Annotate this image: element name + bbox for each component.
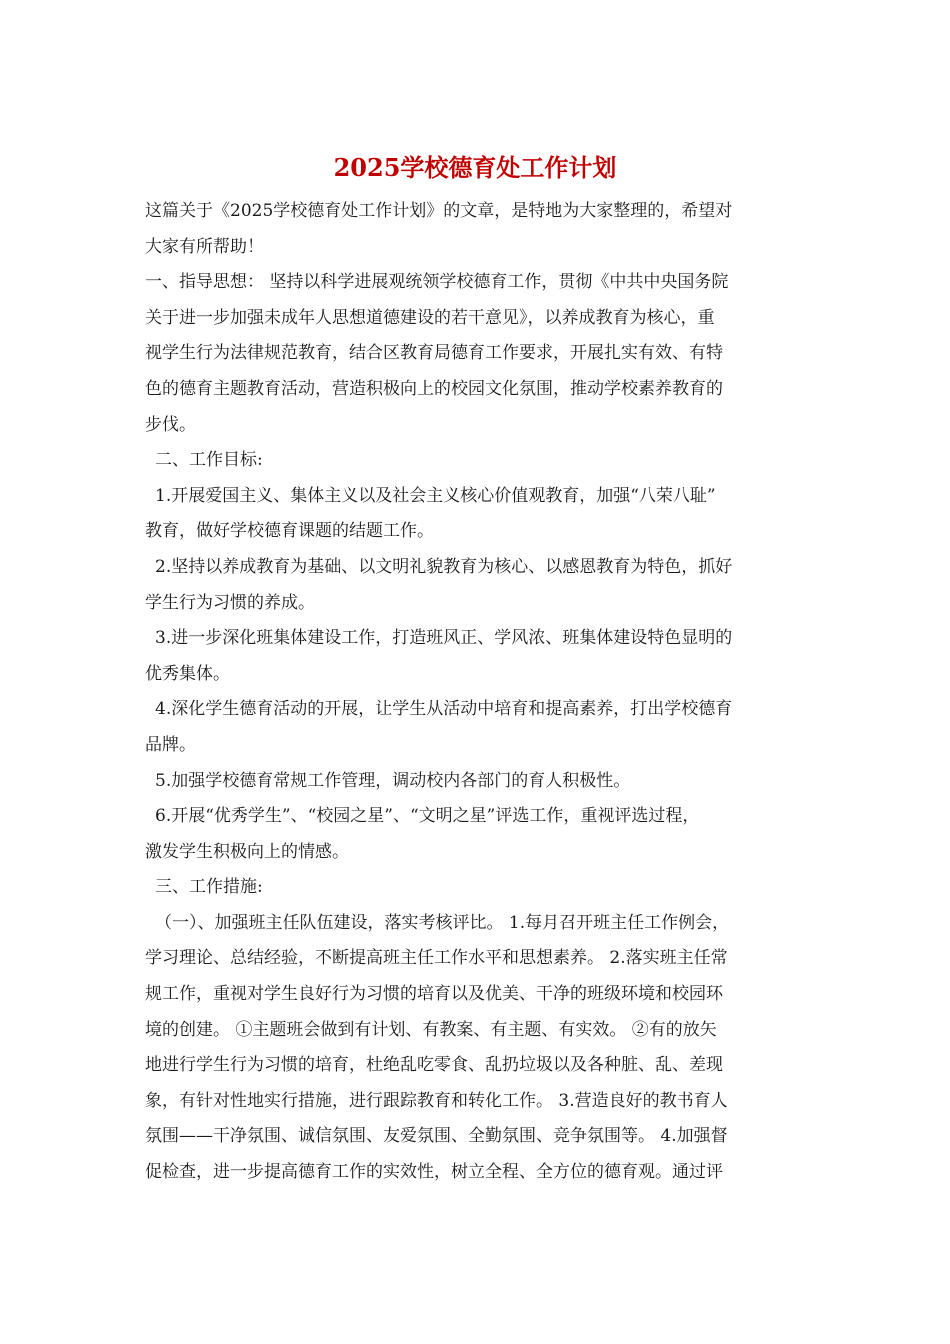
text-line: 二、工作目标: — [155, 450, 263, 471]
document-title: 2025学校德育处工作计划 — [333, 153, 617, 182]
text-line: 2.坚持以养成教育为基础、以文明礼貌教育为核心、以感恩教育为特色，抓好 — [155, 556, 733, 577]
text-line: 教育，做好学校德育课题的结题工作。 — [145, 521, 434, 542]
text-line: 大家有所帮助！ — [145, 236, 264, 257]
text-line: 规工作，重视对学生良好行为习惯的培育以及优美、干净的班级环境和校园环 — [145, 984, 723, 1005]
text-line: 这篇关于《2025学校德育处工作计划》的文章，是特地为大家整理的，希望对 — [145, 201, 733, 221]
text-line: 促检查，进一步提高德育工作的实效性，树立全程、全方位的德育观。通过评 — [145, 1162, 723, 1183]
text-line: 关于进一步加强未成年人思想道德建设的若干意见》，以养成教育为核心，重 — [145, 307, 715, 328]
text-line: 4.深化学生德育活动的开展，让学生从活动中培育和提高素养，打出学校德育 — [155, 699, 733, 720]
text-line: 6.开展“优秀学生”、“校园之星”、“文明之星”评选工作，重视评选过程， — [155, 806, 700, 827]
text-line: 色的德育主题教育活动，营造积极向上的校园文化氛围，推动学校素养教育的 — [145, 378, 723, 399]
text-line: 品牌。 — [145, 734, 196, 755]
text-line: 5.加强学校德育常规工作管理，调动校内各部门的育人积极性。 — [155, 770, 631, 791]
text-line: （一）、加强班主任队伍建设，落实考核评比。 1.每月召开班主任工作例会， — [155, 912, 730, 933]
text-line: 3.进一步深化班集体建设工作，打造班风正、学风浓、班集体建设特色显明的 — [155, 628, 733, 649]
text-line: 三、工作措施: — [155, 877, 263, 898]
text-line: 1.开展爱国主义、集体主义以及社会主义核心价值观教育，加强“八荣八耻” — [155, 485, 716, 506]
text-line: 激发学生积极向上的情感。 — [145, 841, 349, 862]
text-line: 学生行为习惯的养成。 — [145, 592, 315, 613]
text-line: 优秀集体。 — [145, 663, 230, 684]
text-line: 学习理论、总结经验，不断提高班主任工作水平和思想素养。 2.落实班主任常 — [145, 948, 728, 969]
text-line: 步伐。 — [145, 414, 196, 435]
document-body — [145, 194, 813, 1191]
text-line: 一、指导思想： 坚持以科学进展观统领学校德育工作，贯彻《中共中央国务院 — [145, 272, 729, 293]
text-line: 氛围——干净氛围、诚信氛围、友爱氛围、全勤氛围、竞争氛围等。 4.加强督 — [145, 1126, 728, 1147]
text-line: 境的创建。 ①主题班会做到有计划、有教案、有主题、有实效。 ②有的放矢 — [145, 1019, 717, 1040]
text-line: 地进行学生行为习惯的培育，杜绝乱吃零食、乱扔垃圾以及各种脏、乱、差现 — [145, 1055, 723, 1076]
text-line: 象，有针对性地实行措施，进行跟踪教育和转化工作。 3.营造良好的教书育人 — [145, 1090, 728, 1111]
text-line: 视学生行为法律规范教育，结合区教育局德育工作要求，开展扎实有效、有特 — [145, 343, 723, 364]
